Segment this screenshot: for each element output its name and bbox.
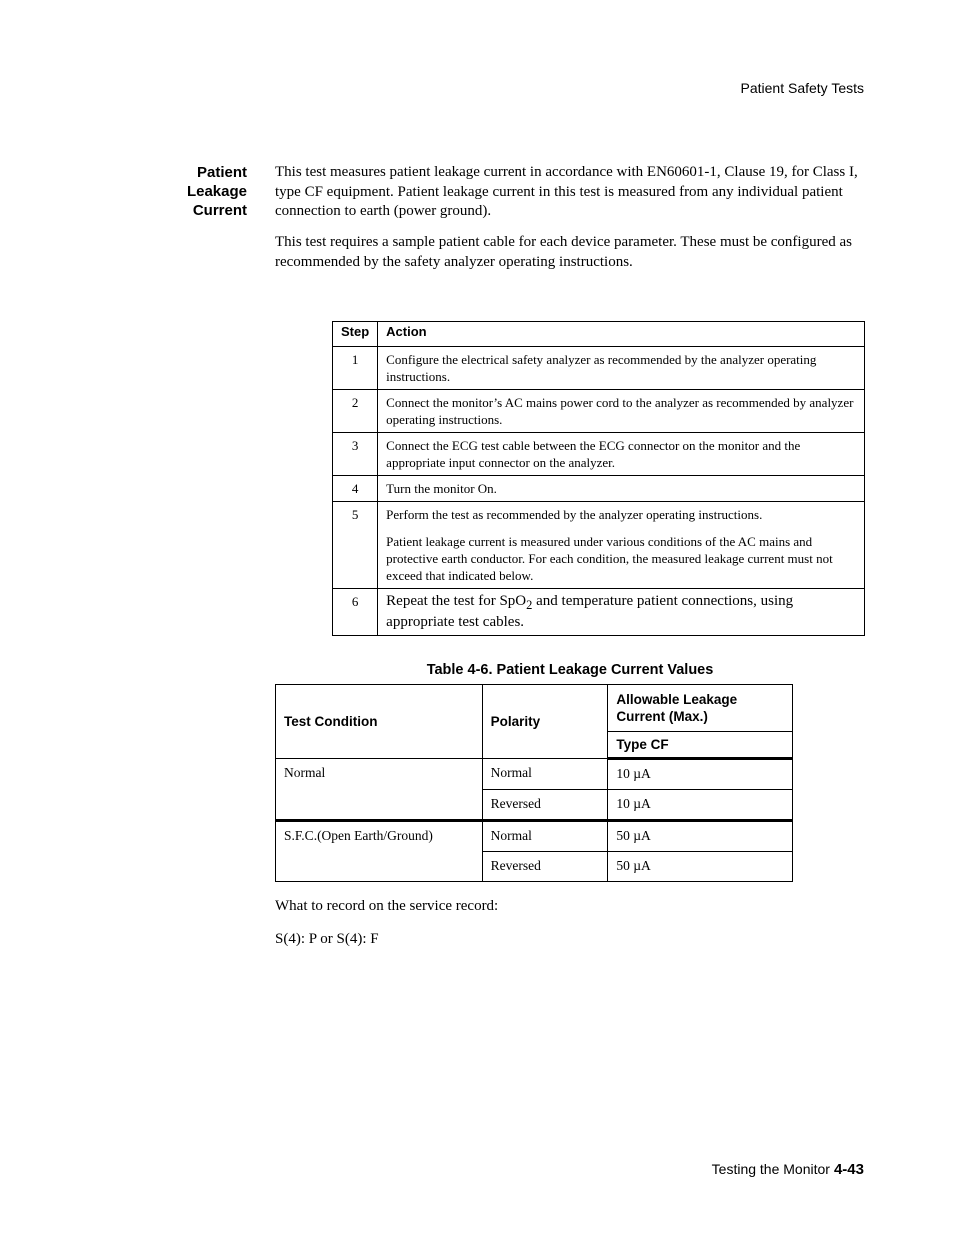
- step-row: [333, 589, 865, 636]
- step-action-note: Patient leakage current is measured under various conditions of the AC mains and protective earth conductor. For each condition, the measured leakage current must not exceed that indicated below.: [386, 534, 833, 583]
- page-footer: [712, 1161, 864, 1178]
- polarity-cell: Reversed: [482, 852, 608, 882]
- page-number: 4-43: [833, 1161, 864, 1178]
- type-cf-header: Type CF: [608, 732, 793, 759]
- step-number: 1: [333, 347, 378, 390]
- step-action-text: and temperature patient connections, using appropriate test cables.: [386, 593, 794, 630]
- leakage-value-cell: 50 µA: [608, 821, 793, 852]
- section-heading-line: Patient: [196, 164, 247, 181]
- step-action-text: Perform the test as recommended by the analyzer operating instructions.: [386, 507, 763, 522]
- allowable-leakage-header: Allowable Leakage Current (Max.): [608, 685, 793, 732]
- step-number: 4: [333, 476, 378, 502]
- test-condition-cell: S.F.C.(Open Earth/Ground): [276, 821, 483, 882]
- test-condition-cell: Normal: [276, 759, 483, 821]
- polarity-cell: Normal: [482, 821, 608, 852]
- step-row: [333, 502, 865, 589]
- intro-paragraph: This test requires a sample patient cable for each device parameter. These must be configured as recommended by the safety analyzer operating instructions.: [275, 234, 852, 270]
- section-heading: [150, 163, 247, 220]
- polarity-cell: Normal: [482, 759, 608, 790]
- step-action: Turn the monitor On.: [378, 476, 865, 502]
- section-heading-line: Current: [192, 202, 247, 219]
- leakage-value-cell: 10 µA: [608, 759, 793, 790]
- step-number: 2: [333, 390, 378, 433]
- steps-table: [332, 321, 865, 636]
- steps-header-row: [333, 322, 865, 347]
- test-condition-header: Test Condition: [276, 685, 483, 759]
- step-number: 6: [333, 589, 378, 636]
- step-row: [333, 433, 865, 476]
- table-row: [276, 759, 793, 790]
- step-action-text: Repeat the test for SpO: [386, 593, 527, 609]
- section-heading-line: Leakage: [186, 183, 247, 200]
- step-column-header: Step: [333, 322, 378, 347]
- record-instruction: What to record on the service record:: [275, 898, 499, 914]
- step-number: 3: [333, 433, 378, 476]
- polarity-cell: Reversed: [482, 790, 608, 821]
- chapter-title: Testing the Monitor: [711, 1161, 830, 1177]
- table-caption: Table 4-6. Patient Leakage Current Values: [426, 662, 714, 678]
- leakage-values-table: [275, 684, 793, 882]
- step-number: 5: [333, 502, 378, 589]
- polarity-header: Polarity: [482, 685, 608, 759]
- subscript: 2: [526, 598, 533, 612]
- action-column-header: Action: [378, 322, 865, 347]
- record-value: S(4): P or S(4): F: [275, 931, 379, 947]
- table-row: [276, 821, 793, 852]
- step-action: [378, 502, 865, 589]
- step-row: [333, 390, 865, 433]
- step-row: [333, 476, 865, 502]
- step-action: Connect the monitor’s AC mains power cord to the analyzer as recommended by analyzer operating instructions.: [378, 390, 865, 433]
- step-action: [378, 589, 865, 636]
- step-action: Connect the ECG test cable between the ECG connector on the monitor and the appropriate input connector on the analyzer.: [378, 433, 865, 476]
- intro-paragraph: This test measures patient leakage current in accordance with EN60601-1, Clause 19, for Class I, type CF equipment. Patient leakage current in this test is measured from any individual patient connection to earth (power ground).: [275, 164, 858, 219]
- values-header-row: [276, 685, 793, 732]
- step-action: Configure the electrical safety analyzer as recommended by the analyzer operating instructions.: [378, 347, 865, 390]
- running-head: Patient Safety Tests: [740, 80, 864, 96]
- step-row: [333, 347, 865, 390]
- leakage-value-cell: 50 µA: [608, 852, 793, 882]
- leakage-value-cell: 10 µA: [608, 790, 793, 821]
